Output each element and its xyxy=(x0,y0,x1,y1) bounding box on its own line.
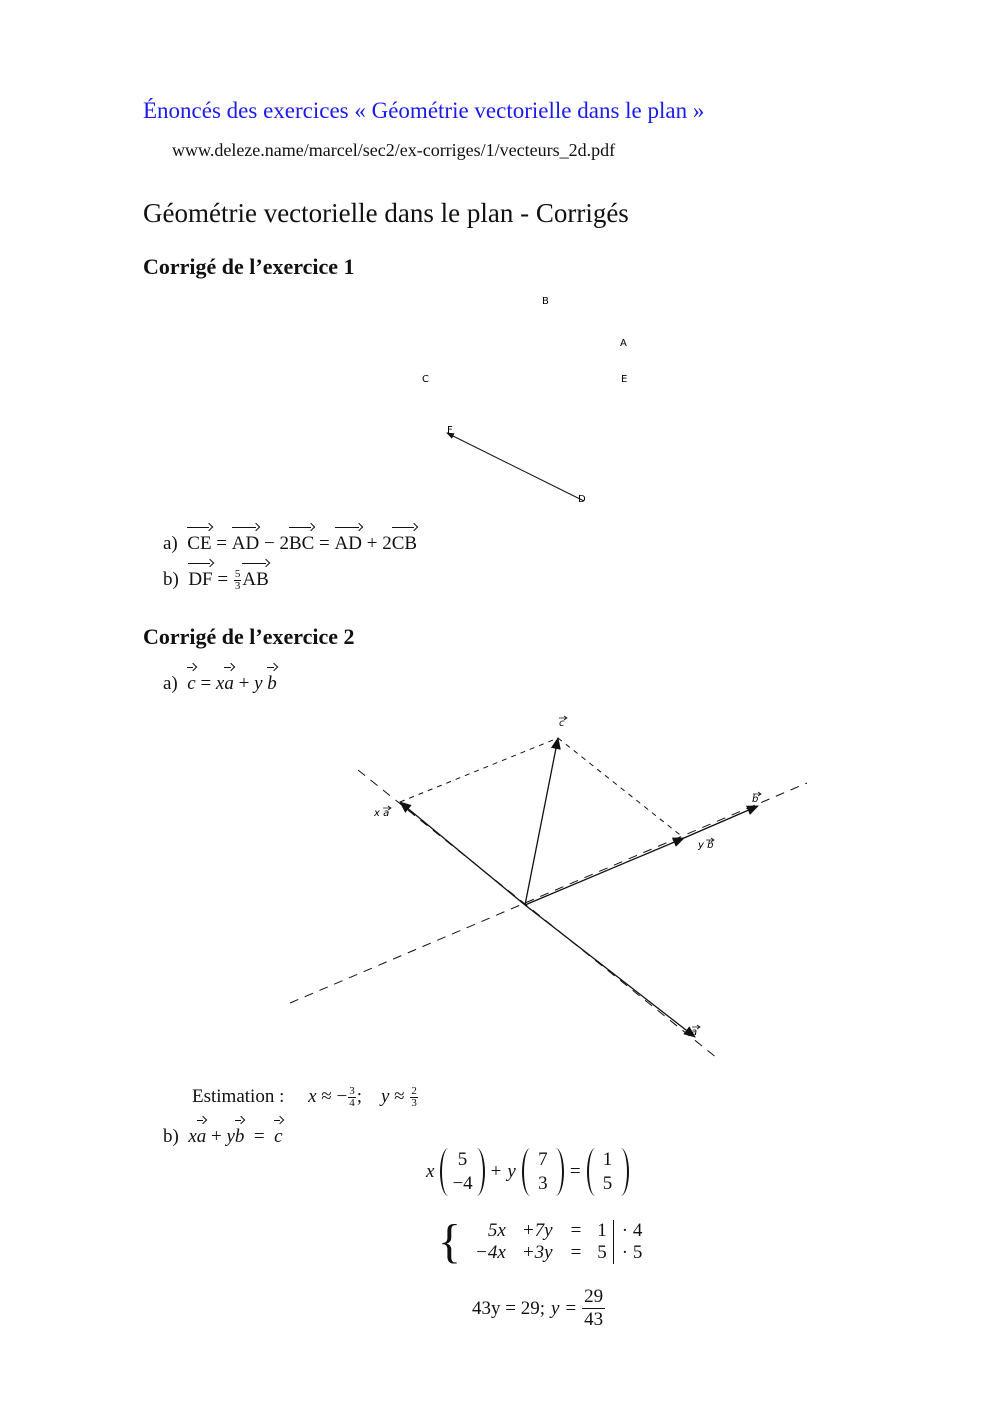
vector-xa xyxy=(400,802,525,905)
column-vector-b: 7 3 xyxy=(522,1148,564,1196)
ex2-answer-b: b) x a + y b = c xyxy=(163,1126,283,1148)
b-axis-line xyxy=(290,783,807,1003)
ex2-diagram xyxy=(280,710,820,1070)
point-c: C xyxy=(422,374,429,385)
point-d: D xyxy=(578,494,586,505)
parallel-dash-2 xyxy=(558,738,684,838)
ex1-diagram xyxy=(400,290,640,515)
linear-system: { 5x +7y = 1 · 4 −4x +3y = 5 · 5 xyxy=(438,1215,643,1268)
vector-equation: x 5 −4 + y 7 3 = 1 5 xyxy=(426,1148,629,1196)
vector-c xyxy=(525,738,558,905)
vector-yb xyxy=(525,838,684,905)
parallel-dash-1 xyxy=(400,738,558,802)
ex1-title: Corrigé de l’exercice 1 xyxy=(143,254,355,279)
label-b: b xyxy=(752,794,759,805)
ex1-answer-b: b) DF = $\frac{5}{3}$ AB xyxy=(163,569,269,592)
point-b: B xyxy=(542,296,549,307)
ex2-answer-a: a) c = x a + y b xyxy=(163,673,277,695)
column-vector-a: 5 −4 xyxy=(440,1148,484,1196)
page-title: Géométrie vectorielle dans le plan - Corrigés xyxy=(143,198,629,228)
ex2-title: Corrigé de l’exercice 2 xyxy=(143,624,355,649)
vector-a xyxy=(525,905,698,1038)
ex1-answer-a: a) CE = AD − 2 BC = AD + 2 CB xyxy=(163,533,417,555)
label-yb: y b xyxy=(698,840,714,851)
point-f: F xyxy=(447,425,453,436)
vector-df xyxy=(447,433,584,501)
point-a: A xyxy=(620,338,627,349)
label-c: c xyxy=(559,718,565,729)
point-e: E xyxy=(621,374,628,385)
estimation: Estimation : x ≈ − $\frac{3}{4}$ ; y ≈ $\frac{2}{3}$ xyxy=(192,1085,417,1110)
label-xa: x a xyxy=(374,808,390,819)
header-title: Énoncés des exercices « Géométrie vectorielle dans le plan » xyxy=(143,98,705,123)
vector-b xyxy=(684,806,758,838)
label-a: a xyxy=(691,1027,698,1038)
header-url[interactable]: www.deleze.name/marcel/sec2/ex-corriges/1/vecteurs_2d.pdf xyxy=(172,140,616,160)
column-vector-c: 1 5 xyxy=(587,1148,629,1196)
result-equation: 43y = 29; y = $\frac{29}{43}$ xyxy=(472,1286,604,1330)
